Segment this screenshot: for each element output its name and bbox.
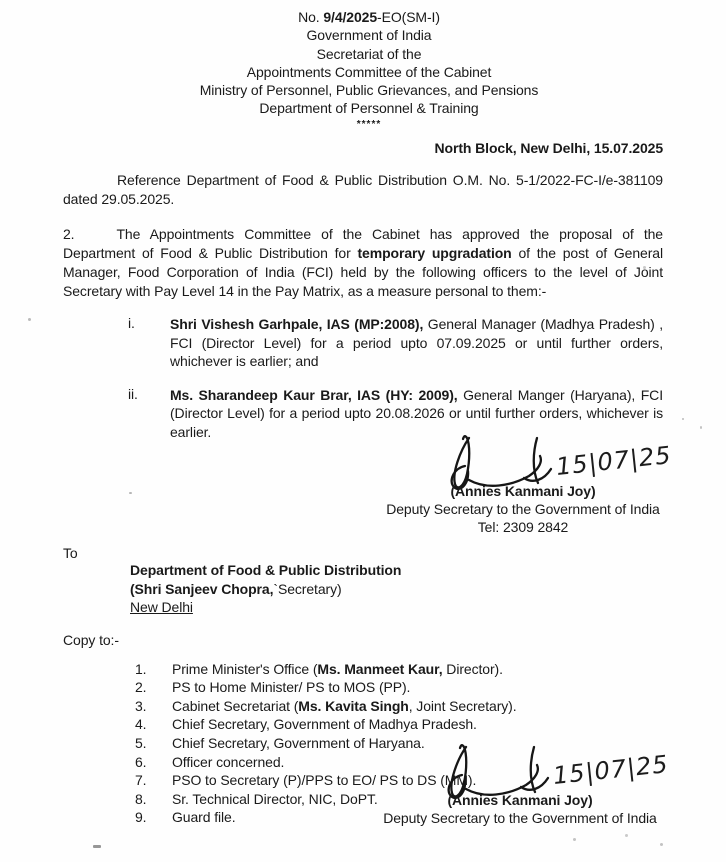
paragraph-text: The Appointments Committee of the Cabinet has approved the proposal of the Department of Food & Public Distribution for [63,226,663,262]
copy-to-item [63,715,663,734]
to-label: To [63,545,78,562]
signatory-name: (Annies Kanmani Joy) [447,792,593,808]
ref-number-suffix: -EO(SM-I) [377,9,440,25]
signature-scribble [445,435,673,489]
addressee-officer-name: (Shri Sanjeev Chopra, [130,580,274,597]
ref-number-prefix: No. [298,9,324,25]
separator-stars: ***** [356,118,382,130]
letter-header [75,8,663,131]
copy-item-text [172,678,663,697]
officer-numeral: i. [128,315,135,332]
copy-item-number: 7. [135,772,147,789]
copy-item-pre: Sr. Technical Director, NIC, DoPT. [172,790,378,807]
org-line-ministry: Ministry of Personnel, Public Grievances, and Pensions [199,82,539,99]
copy-item-bold: Ms. Kavita Singh [298,697,409,714]
signatory-name: (Annies Kanmani Joy) [450,483,596,500]
org-line-secretariat: Secretariat of the [316,45,422,62]
org-line-government: Government of India [306,27,432,44]
signatory-designation: Deputy Secretary to the Government of India [383,809,657,826]
copy-item-pre: Cabinet Secretariat ( [172,697,299,714]
paragraph-text-cont: of the post of General Manager, Food Corporation of India (FCI) held by the following officers to the level of Joint Secretary with Pay Level 14 in the Pay Matrix, as a measure personal to them:- [63,245,663,300]
scan-speckle [643,266,646,269]
addressee-department-name: Department of Food & Public Distribution [130,562,402,579]
copy-item-pre: Prime Minister's Office ( [172,660,318,677]
copy-item-pre: PS to Home Minister/ PS to MOS (PP). [172,679,411,696]
copy-item-pre: Chief Secretary, Government of Madhya Pradesh. [172,716,477,733]
copy-item-pre: Officer concerned. [172,753,285,770]
ref-number-line [75,8,663,26]
copy-to-item [63,678,663,697]
scan-speckle [660,843,663,846]
signature-block-bottom [350,744,690,827]
copy-item-number: 4. [135,716,147,733]
body-paragraph-2 [63,225,663,301]
scan-speckle [682,418,684,420]
paragraph-number: 2. [63,226,75,243]
copy-item-number: 2. [135,679,147,696]
reference-paragraph: Reference Department of Food & Public Distribution O.M. No. 5-1/2022-FC-I/e-381109 dated 29.05.2025. [63,171,663,207]
copy-to-item [63,697,663,716]
copy-item-pre: Chief Secretary, Government of Haryana. [172,735,425,752]
copy-item-post: Director). [442,660,503,677]
signature-block-top [353,435,693,536]
copy-item-number: 8. [135,790,147,807]
org-line-committee: Appointments Committee of the Cabinet [246,63,492,80]
handwritten-date: 15|07|25 [551,750,670,790]
signatory-telephone: Tel: 2309 2842 [477,518,569,535]
copy-item-text [172,715,663,734]
place-dateline: North Block, New Delhi, 15.07.2025 [434,139,663,156]
signature-scribble [442,744,670,798]
addressee-city: New Delhi [130,599,193,616]
officer-text [170,386,663,442]
officer-details: General Manager (Madhya Pradesh) , FCI (Director Level) for a period upto 07.09.2025 or until further orders, whichever is earlier; and [170,316,663,370]
copy-item-pre: Guard file. [172,809,236,826]
addressee-officer [130,580,663,599]
paragraph-bold-text: temporary upgradation [357,245,512,262]
addressee-officer-title: `Secretary) [273,580,342,597]
copy-item-number: 1. [135,660,147,677]
copy-item-number: 5. [135,735,147,752]
copy-item-pre: PSO to Secretary (P)/PPS to EO/ PS to DS (MM). [172,772,477,789]
copy-item-number: 9. [135,809,147,826]
copy-item-text [172,660,663,679]
copy-item-number: 3. [135,697,147,714]
scan-speckle [28,318,31,321]
copy-item-bold: Ms. Manmeet Kaur, [317,660,443,677]
copy-to-label: Copy to:- [63,631,119,648]
officer-numeral: ii. [128,385,138,402]
scan-speckle [700,426,702,429]
officer-name: Ms. Sharandeep Kaur Brar, IAS (HY: 2009), [170,386,458,403]
copy-item-post: , Joint Secretary). [408,697,517,714]
scan-speckle [93,845,101,848]
scan-speckle [625,834,628,837]
signatory-designation: Deputy Secretary to the Government of India [386,500,660,517]
addressee-department [130,561,663,580]
addressee-block [130,561,663,617]
officer-item [63,315,663,371]
officer-item [63,386,663,442]
scan-speckle [573,838,576,841]
officer-name: Shri Vishesh Garhpale, IAS (MP:2008), [170,316,424,333]
copy-item-text [172,697,663,716]
copy-item-number: 6. [135,753,147,770]
ref-number: 9/4/2025 [323,9,378,25]
copy-to-item [63,660,663,679]
officer-text [170,315,663,371]
scan-speckle [129,492,132,494]
org-line-department: Department of Personnel & Training [259,100,479,117]
officer-details: General Manger (Haryana), FCI (Director Level) for a period upto 20.08.2026 or until further orders, whichever is earlier. [170,386,663,440]
handwritten-date: 15|07|25 [554,441,673,482]
